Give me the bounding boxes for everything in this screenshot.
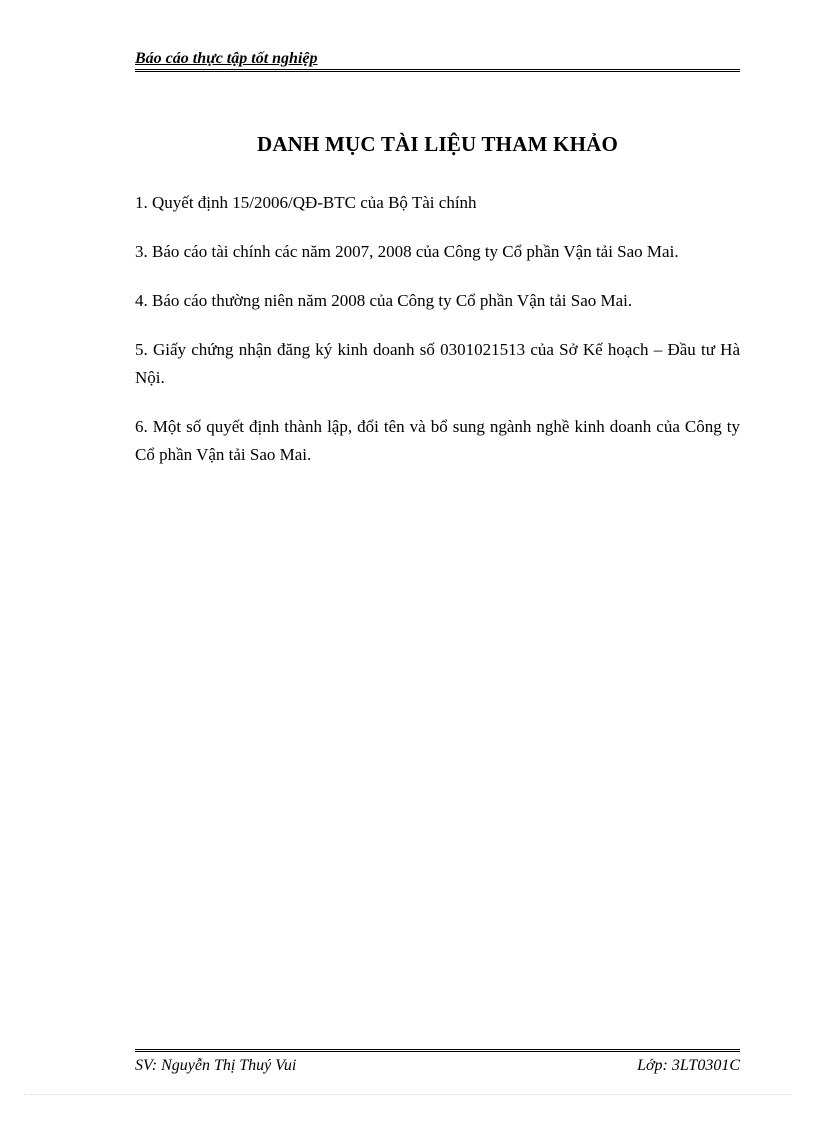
footer-student: SV: Nguyễn Thị Thuý Vui	[135, 1057, 297, 1074]
header-divider	[135, 69, 740, 72]
reference-item: 1. Quyết định 15/2006/QĐ-BTC của Bộ Tài chính	[135, 193, 477, 212]
footer-divider	[135, 1049, 740, 1052]
reference-item: 5. Giấy chứng nhận đăng ký kinh doanh số 0301021513 của Sở Kế hoạch – Đầu tư Hà Nội.	[135, 340, 740, 387]
header-title: Báo cáo thực tập tốt nghiệp	[135, 50, 318, 67]
page-header	[135, 50, 740, 72]
page-title: DANH MỤC TÀI LIỆU THAM KHẢO	[256, 132, 619, 156]
reference-item: 3. Báo cáo tài chính các năm 2007, 2008 của Công ty Cổ phần Vận tải Sao Mai.	[135, 242, 679, 261]
page-footer	[135, 1049, 740, 1076]
page-edge-divider	[24, 1094, 792, 1095]
reference-list	[135, 189, 740, 490]
footer-class: Lớp: 3LT0301C	[637, 1057, 740, 1074]
reference-item: 4. Báo cáo thường niên năm 2008 của Công ty Cổ phần Vận tải Sao Mai.	[135, 291, 633, 310]
footer-row	[135, 1056, 740, 1076]
reference-item: 6. Một số quyết định thành lập, đổi tên và bổ sung ngành nghề kinh doanh của Công ty Cổ phần Vận tải Sao Mai.	[135, 417, 740, 464]
